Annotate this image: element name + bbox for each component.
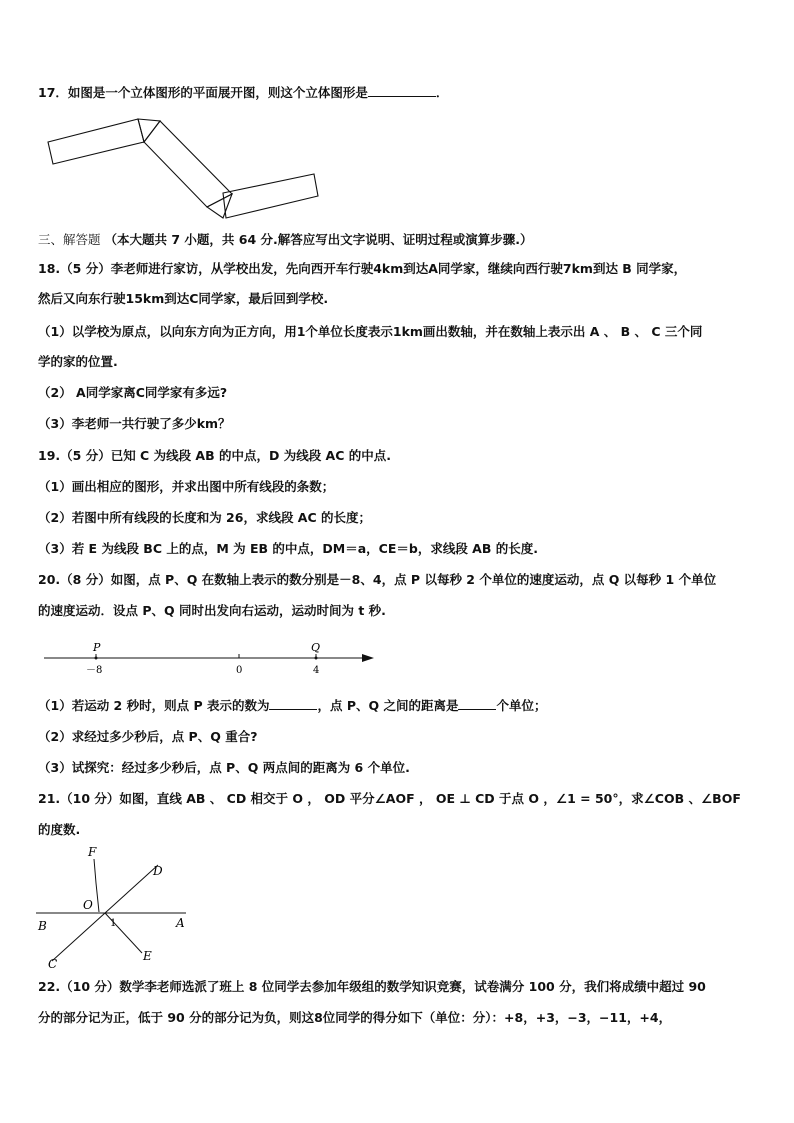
- q20-blank-1[interactable]: [269, 697, 317, 710]
- q17-question: [38, 84, 448, 101]
- label-4: 4: [313, 665, 320, 676]
- q17-net-figure: [40, 112, 330, 227]
- net-tri-2: [207, 194, 232, 218]
- point-Q: [315, 657, 318, 660]
- label-F: F: [88, 845, 97, 859]
- label-E: E: [143, 949, 152, 963]
- q20-sub-2: （2）求经过多少秒后，点 P、Q 重合?: [38, 729, 258, 744]
- q21-line-1: 21.（10 分）如图，直线 AB 、 CD 相交于 O ， OD 平分∠AOF ， OE ⊥ CD 于点 O ，∠1 = 50°，求∠COB 、∠BOF: [38, 791, 741, 806]
- label-D: D: [153, 864, 163, 878]
- section-3-title: 三、解答题: [38, 232, 101, 247]
- q17-end: ．: [435, 85, 449, 100]
- q17-text: 17．如图是一个立体图形的平面展开图，则这个立体图形是: [38, 85, 368, 100]
- label-A: A: [176, 916, 185, 930]
- label-0: 0: [236, 665, 243, 676]
- label-O: O: [83, 898, 93, 912]
- q20-line-2: 的速度运动．设点 P、Q 同时出发向右运动，运动时间为 t 秒.: [38, 603, 386, 618]
- q20-sub-1-text-b: ，点 P、Q 之间的距离是: [317, 698, 459, 713]
- q17-answer-blank[interactable]: [368, 84, 436, 97]
- label-angle-1: 1: [110, 918, 117, 929]
- net-rect-1: [48, 119, 144, 164]
- q18-line-2: 然后又向东行驶15km到达C同学家，最后回到学校.: [38, 291, 329, 306]
- q19-line-1: 19.（5 分）已知 C 为线段 AB 的中点，D 为线段 AC 的中点.: [38, 448, 392, 463]
- label-neg8: －8: [86, 665, 103, 676]
- q20-sub-3: （3）试探究：经过多少秒后，点 P、Q 两点间的距离为 6 个单位.: [38, 760, 410, 775]
- q18-sub-2: （2） A同学家离C同学家有多远?: [38, 385, 228, 400]
- section-3-header: [38, 232, 533, 248]
- axis-arrow: [362, 654, 374, 662]
- q20-sub-1-text-c: 个单位；: [496, 698, 547, 713]
- q18-line-1: 18.（5 分）李老师进行家访，从学校出发，先向西开车行驶4km到达A同学家，继续向西行驶7km到达 B 同学家，: [38, 261, 687, 276]
- net-rect-2: [144, 121, 232, 207]
- q21-angle-figure: [30, 843, 200, 973]
- q18-sub-1b: 学的家的位置.: [38, 354, 118, 369]
- label-Q: Q: [311, 641, 321, 654]
- ray-OF: [94, 859, 99, 912]
- point-P: [95, 657, 98, 660]
- q20-number-line: [40, 636, 380, 678]
- q20-line-1: 20.（8 分）如图，点 P、Q 在数轴上表示的数分别是－8、4，点 P 以每秒 2 个单位的速度运动，点 Q 以每秒 1 个单位: [38, 572, 717, 587]
- q18-sub-3: （3）李老师一共行驶了多少km？: [38, 416, 231, 431]
- net-tri-1: [138, 119, 160, 142]
- label-B: B: [38, 919, 47, 933]
- q20-sub-1: [38, 697, 546, 714]
- q18-sub-1a: （1）以学校为原点，以向东方向为正方向，用1个单位长度表示1km画出数轴，并在数轴上表示出 A 、 B 、 C 三个同: [38, 324, 703, 339]
- net-rect-3: [223, 174, 318, 218]
- q19-sub-1: （1）画出相应的图形，并求出图中所有线段的条数；: [38, 479, 335, 494]
- q19-sub-3: （3）若 E 为线段 BC 上的点，M 为 EB 的中点，DM＝a，CE＝b，求线段 AB 的长度.: [38, 541, 538, 556]
- q19-sub-2: （2）若图中所有线段的长度和为 26，求线段 AC 的长度；: [38, 510, 371, 525]
- label-C: C: [48, 957, 58, 971]
- q22-line-2: 分的部分记为正，低于 90 分的部分记为负，则这8位同学的得分如下（单位：分）：+8，+3，−3，−11，+4，: [38, 1010, 672, 1025]
- q20-sub-1-text-a: （1）若运动 2 秒时，则点 P 表示的数为: [38, 698, 270, 713]
- q21-line-2: 的度数.: [38, 822, 81, 837]
- label-P: P: [93, 641, 101, 654]
- q22-line-1: 22.（10 分）数学李老师选派了班上 8 位同学去参加年级组的数学知识竞赛，试卷满分 100 分，我们将成绩中超过 90: [38, 979, 706, 994]
- section-3-note: （本大题共 7 小题，共 64 分.解答应写出文字说明、证明过程或演算步骤.）: [104, 232, 533, 247]
- q20-blank-2[interactable]: [458, 697, 496, 710]
